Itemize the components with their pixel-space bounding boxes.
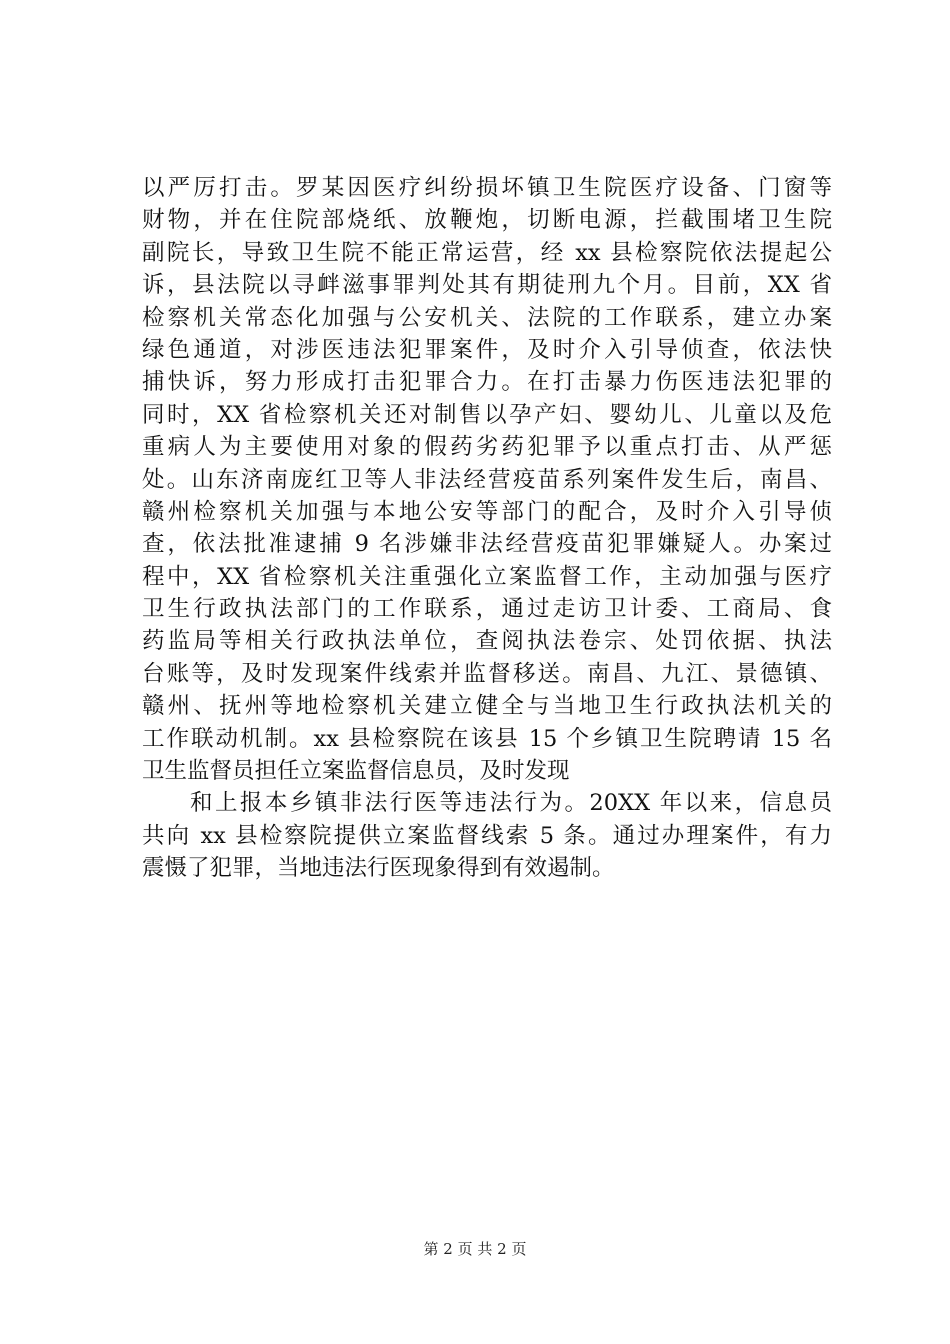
text-line: 卫生行政执法部门的工作联系，通过走访卫计委、工商局、食 xyxy=(142,596,832,623)
text-line: 台账等，及时发现案件线索并监督移送。南昌、九江、景德镇、 xyxy=(142,660,832,687)
text-line: 财物，并在住院部烧纸、放鞭炮，切断电源，拦截围堵卫生院 xyxy=(142,207,832,234)
page-number-footer: 第 2 页 共 2 页 xyxy=(423,1240,527,1258)
text-line: 震慑了犯罪，当地违法行医现象得到有效遏制。 xyxy=(142,855,615,882)
text-line: 捕快诉，努力形成打击犯罪合力。在打击暴力伤医违法犯罪的 xyxy=(142,369,832,396)
text-line: 共向 xx 县检察院提供立案监督线索 5 条。通过办理案件，有力 xyxy=(142,822,832,849)
text-line: 药监局等相关行政执法单位，查阅执法卷宗、处罚依据、执法 xyxy=(142,628,832,655)
text-line: 检察机关常态化加强与公安机关、法院的工作联系，建立办案 xyxy=(142,304,832,331)
text-line: 副院长，导致卫生院不能正常运营，经 xx 县检察院依法提起公 xyxy=(142,239,832,266)
text-line: 卫生监督员担任立案监督信息员，及时发现 xyxy=(142,758,570,785)
text-line: 查，依法批准逮捕 9 名涉嫌非法经营疫苗犯罪嫌疑人。办案过 xyxy=(142,531,832,558)
text-line: 工作联动机制。xx 县检察院在该县 15 个乡镇卫生院聘请 15 名 xyxy=(142,725,832,752)
text-line: 诉，县法院以寻衅滋事罪判处其有期徒刑九个月。目前，XX 省 xyxy=(142,272,832,299)
text-line: 绿色通道，对涉医违法犯罪案件，及时介入引导侦查，依法快 xyxy=(142,336,832,363)
text-line: 赣州、抚州等地检察机关建立健全与当地卫生行政执法机关的 xyxy=(142,693,832,720)
text-line: 赣州检察机关加强与本地公安等部门的配合，及时介入引导侦 xyxy=(142,498,832,525)
paragraph-first-line: 和上报本乡镇非法行医等违法行为。20XX 年以来，信息员 xyxy=(190,790,832,817)
document-body xyxy=(142,172,832,885)
text-line: 程中，XX 省检察机关注重强化立案监督工作，主动加强与医疗 xyxy=(142,563,832,590)
text-line: 以严厉打击。罗某因医疗纠纷损坏镇卫生院医疗设备、门窗等 xyxy=(142,175,832,201)
text-line: 处。山东济南庞红卫等人非法经营疫苗系列案件发生后，南昌、 xyxy=(142,466,832,493)
text-line: 重病人为主要使用对象的假药劣药犯罪予以重点打击、从严惩 xyxy=(142,434,832,461)
text-line: 同时，XX 省检察机关还对制售以孕产妇、婴幼儿、儿童以及危 xyxy=(142,401,832,428)
